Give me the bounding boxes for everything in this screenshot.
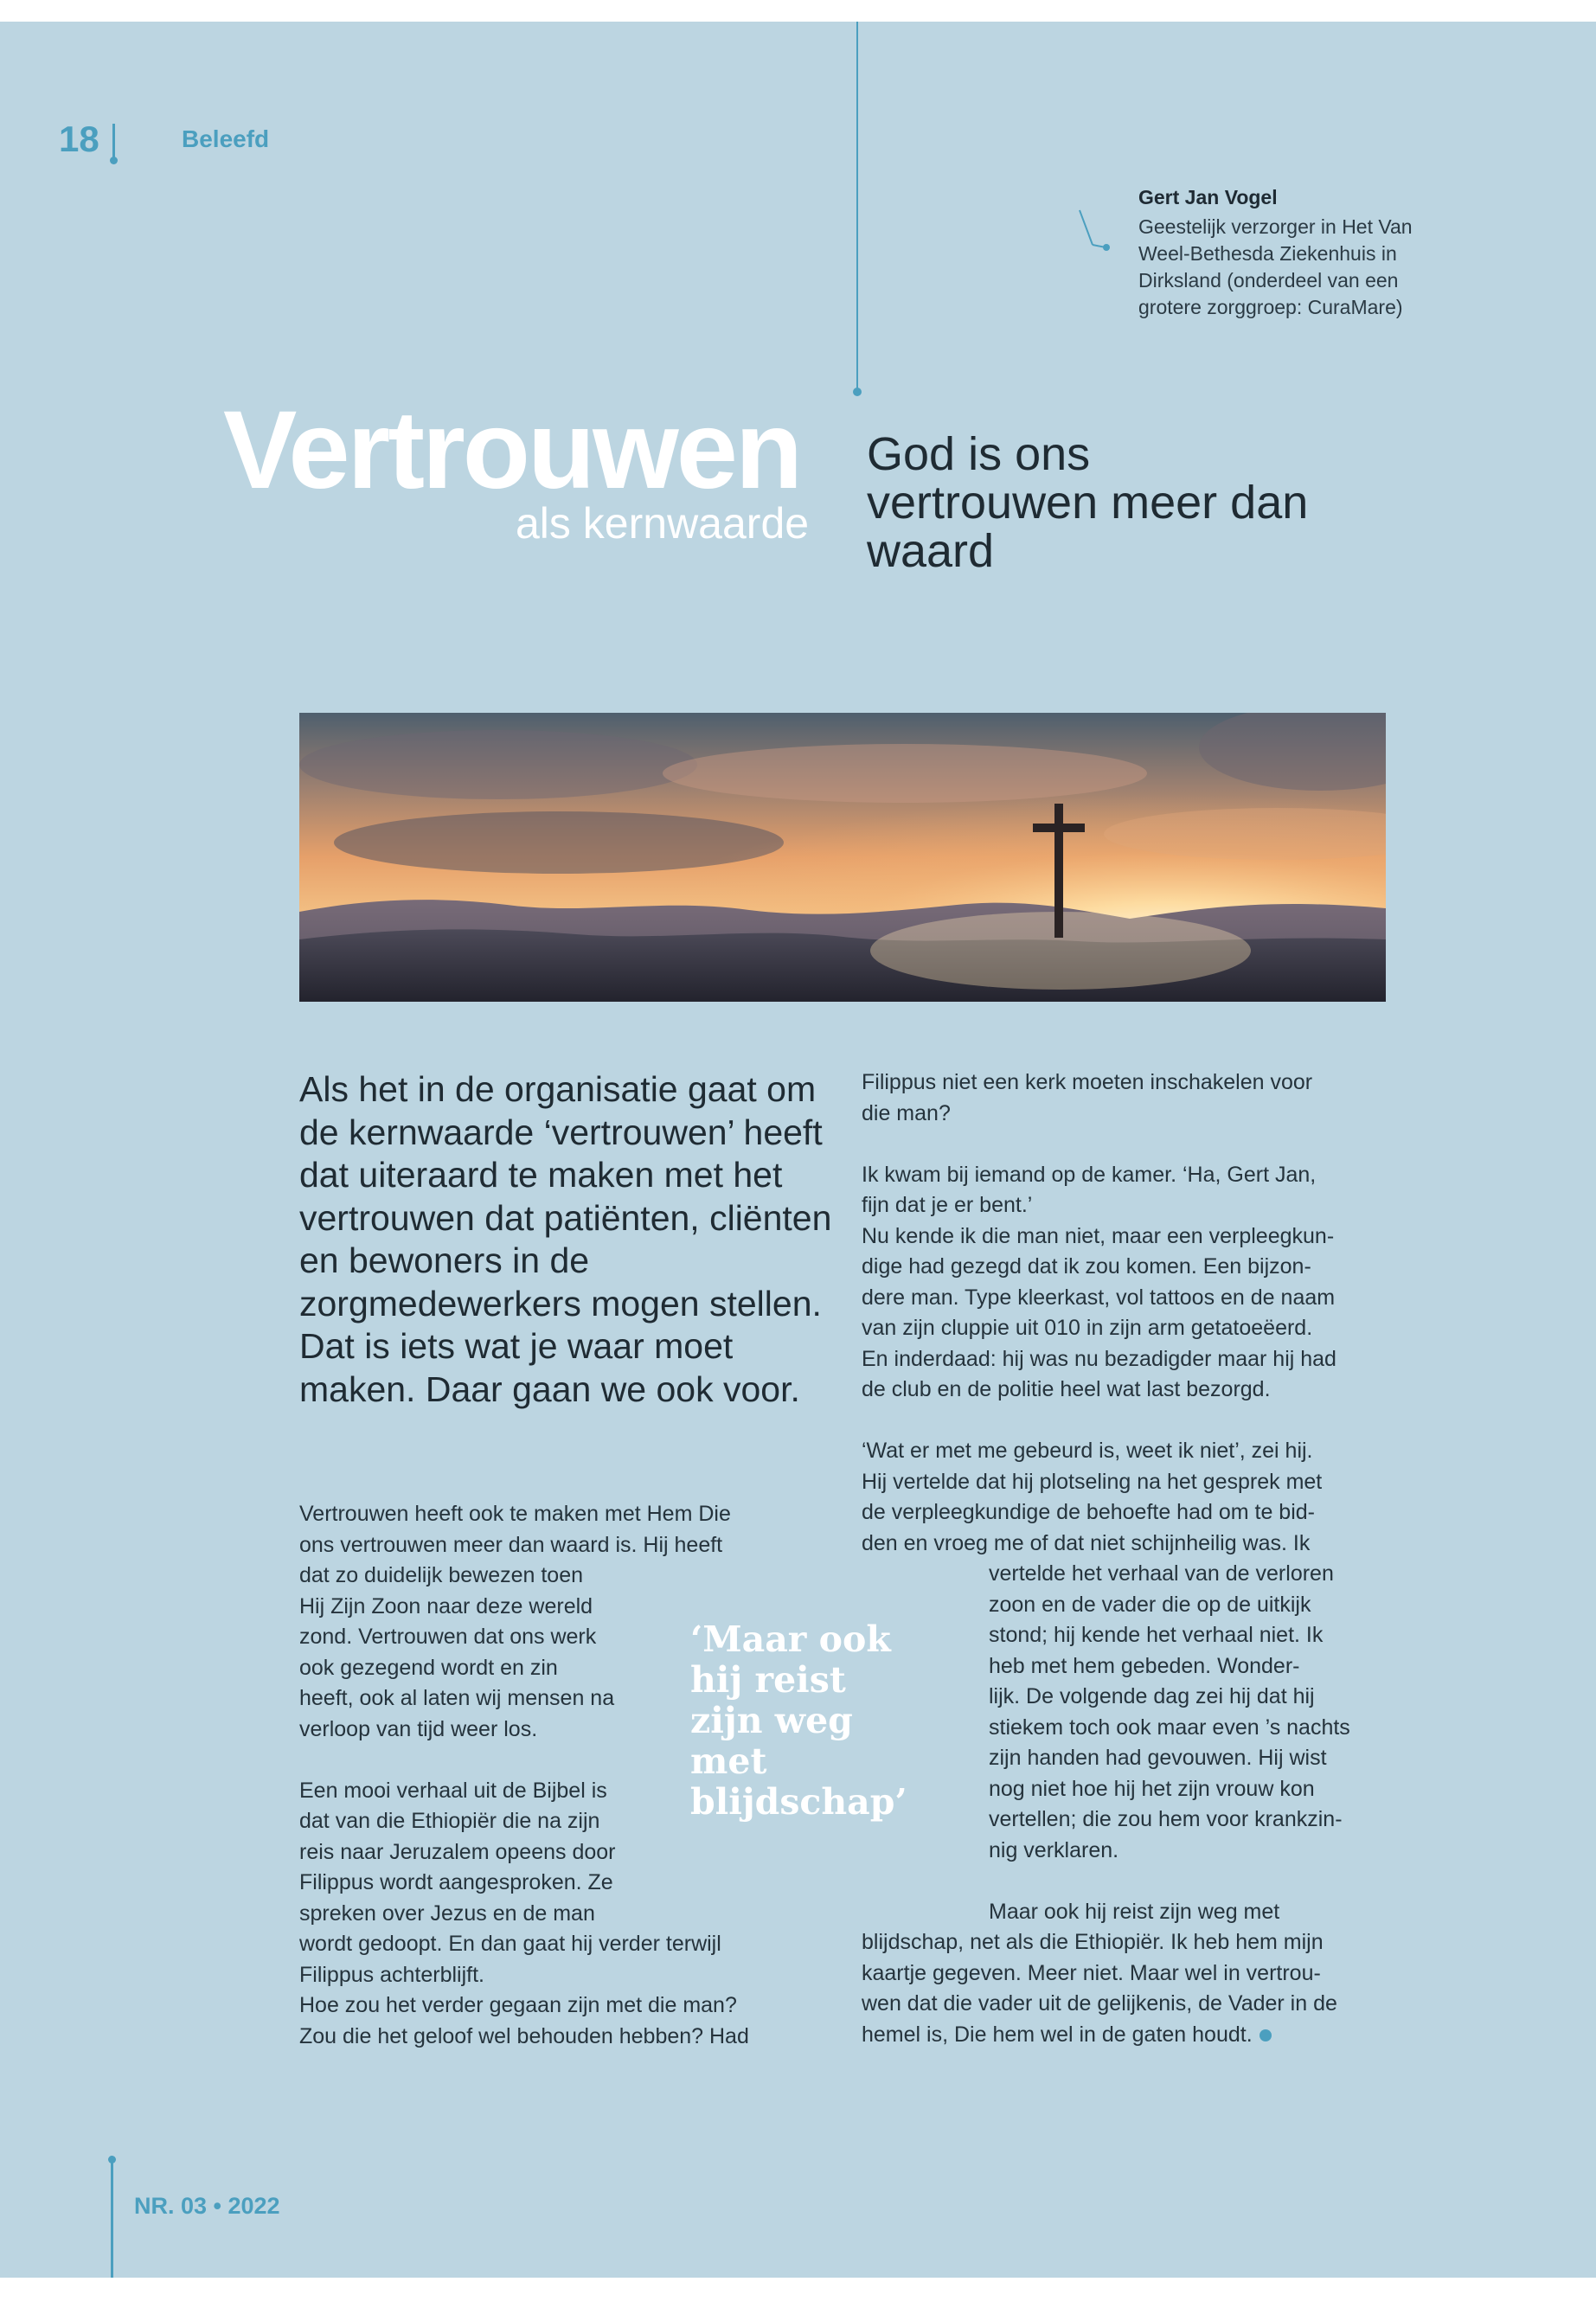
- body-line: nog niet hoe hij het zijn vrouw kon: [989, 1776, 1315, 1801]
- body-line: blijdschap, net als die Ethiopiër. Ik heb hem mijn: [862, 1930, 1324, 1954]
- body-line: Filippus wordt aangesproken. Ze: [299, 1870, 613, 1894]
- body-line: vertelde het verhaal van de verloren: [989, 1561, 1334, 1586]
- center-divider-dot: [853, 388, 862, 396]
- body-line: die man?: [862, 1100, 951, 1125]
- body-line: reis naar Jeruzalem opeens door: [299, 1839, 616, 1864]
- body-line: vertellen; die zou hem voor krankzin-: [989, 1807, 1343, 1831]
- page-number: 18: [59, 119, 99, 159]
- body-line: dat van die Ethiopiër die na zijn: [299, 1809, 600, 1833]
- body-line: ook gezegend wordt en zin: [299, 1655, 558, 1680]
- body-line: zijn handen had gevouwen. Hij wist: [989, 1746, 1327, 1770]
- body-paragraph: [862, 1436, 1350, 1866]
- footer-divider-line: [111, 2158, 113, 2278]
- body-line: hemel is, Die hem wel in de gaten houdt.: [862, 2022, 1253, 2047]
- body-line-last: [862, 2020, 1350, 2051]
- body-line: Vertrouwen heeft ook te maken met Hem Die: [299, 1502, 731, 1526]
- body-line: heb met hem gebeden. Wonder-: [989, 1653, 1300, 1678]
- body-line: nig verklaren.: [989, 1837, 1119, 1862]
- body-line: Hoe zou het verder gegaan zijn met die man?: [299, 1993, 737, 2017]
- body-paragraph: [862, 1897, 1350, 2051]
- body-line: Ik kwam bij iemand op de kamer. ‘Ha, Gert Jan,: [862, 1162, 1317, 1187]
- author-bio: Geestelijk verzorger in Het Van Weel-Bethesda Ziekenhuis in Dirksland (onderdeel van een grotere zorggroep: CuraMare): [1138, 215, 1413, 318]
- body-line: verloop van tijd weer los.: [299, 1716, 538, 1741]
- body-line: kaartje gegeven. Meer niet. Maar wel in vertrou-: [862, 1960, 1321, 1985]
- body-column-left: [299, 1499, 749, 2083]
- body-line: de club en de politie heel wat last bezorgd.: [862, 1377, 1271, 1401]
- body-line: wordt gedoopt. En dan gaat hij verder terwijl: [299, 1932, 721, 1956]
- footer-divider-dot: [108, 2156, 116, 2163]
- body-line: lijk. De volgende dag zei hij dat hij: [989, 1684, 1315, 1708]
- body-line: spreken over Jezus en de man: [299, 1900, 595, 1926]
- body-line: de verpleegkundige de behoefte had om te bid-: [862, 1500, 1315, 1524]
- body-line: dere man. Type kleerkast, vol tattoos en de naam: [862, 1285, 1336, 1310]
- end-mark-icon: [1259, 2029, 1272, 2041]
- body-indented-block: [862, 1559, 1350, 1866]
- body-line: dige had gezegd dat ik zou komen. Een bijzon-: [862, 1254, 1311, 1279]
- body-line: Een mooi verhaal uit de Bijbel is: [299, 1778, 607, 1803]
- body-line: Maar ook hij reist zijn weg met: [989, 1899, 1280, 1924]
- body-line: zond. Vertrouwen dat ons werk: [299, 1625, 597, 1649]
- page-number-divider-dot: [110, 157, 118, 164]
- author-name: Gert Jan Vogel: [1138, 186, 1278, 208]
- body-line: dat zo duidelijk bewezen toen: [299, 1563, 584, 1587]
- page-number-divider: [112, 124, 115, 160]
- body-paragraph: [299, 1776, 749, 2053]
- pull-quote: ‘Maar ook hij reist zijn weg met blijdschap’: [690, 1618, 907, 1823]
- body-line: fijn dat je er bent.’: [862, 1193, 1033, 1217]
- body-line: den en vroeg me of dat niet schijnheilig was. Ik: [862, 1530, 1311, 1555]
- body-line: zoon en de vader die op de uitkijk: [989, 1592, 1311, 1617]
- body-column-right: [862, 1067, 1350, 2081]
- body-line: En inderdaad: hij was nu bezadigder maar hij had: [862, 1346, 1336, 1371]
- article-headline: God is ons vertrouwen meer dan waard: [867, 428, 1309, 577]
- section-label: Beleefd: [182, 125, 270, 152]
- body-line: Zou die het geloof wel behouden hebben? Had: [299, 2023, 749, 2048]
- body-line: ons vertrouwen meer dan waard is. Hij heeft: [299, 1532, 723, 1557]
- body-line: Hij Zijn Zoon naar deze wereld: [299, 1593, 593, 1618]
- article-subtitle: als kernwaarde: [516, 499, 810, 548]
- body-line: wen dat die vader uit de gelijkenis, de Vader in de: [862, 1991, 1337, 2016]
- body-line: Nu kende ik die man niet, maar een verpleegkun-: [862, 1223, 1335, 1248]
- center-divider-line: [856, 22, 858, 391]
- body-line: Filippus niet een kerk moeten inschakelen voor: [862, 1070, 1313, 1094]
- body-line: stond; hij kende het verhaal niet. Ik: [989, 1623, 1324, 1647]
- body-line: van zijn cluppie uit 010 in zijn arm getatoeëerd.: [862, 1316, 1313, 1340]
- body-line: Filippus achterblijft.: [299, 1962, 484, 1987]
- body-paragraph: [862, 1067, 1350, 1129]
- hero-image-cross-sunset: [299, 713, 1386, 1002]
- author-pointer-icon: [1077, 208, 1113, 258]
- body-line: ‘Wat er met me gebeurd is, weet ik niet’, zei hij.: [862, 1439, 1313, 1463]
- body-line: Hij vertelde dat hij plotseling na het gesprek met: [862, 1469, 1323, 1494]
- article-title: Vertrouwen: [223, 388, 801, 512]
- issue-number: NR. 03 • 2022: [134, 2193, 280, 2219]
- body-line: stiekem toch ook maar even ’s nachts: [989, 1715, 1350, 1740]
- body-paragraph: [862, 1160, 1350, 1406]
- magazine-page: [0, 22, 1596, 2278]
- body-paragraph: [299, 1499, 749, 1745]
- article-lead: Als het in de organisatie gaat om de kernwaarde ‘vertrouwen’ heeft dat uiteraard te maken met het vertrouwen dat patiënten, cliënten en bewoners in de zorgmedewerkers mogen stellen. Dat is iets wat je waar moet maken. Daar gaan we ook voor.: [299, 1069, 832, 1409]
- body-line: heeft, ook al laten wij mensen na: [299, 1686, 615, 1710]
